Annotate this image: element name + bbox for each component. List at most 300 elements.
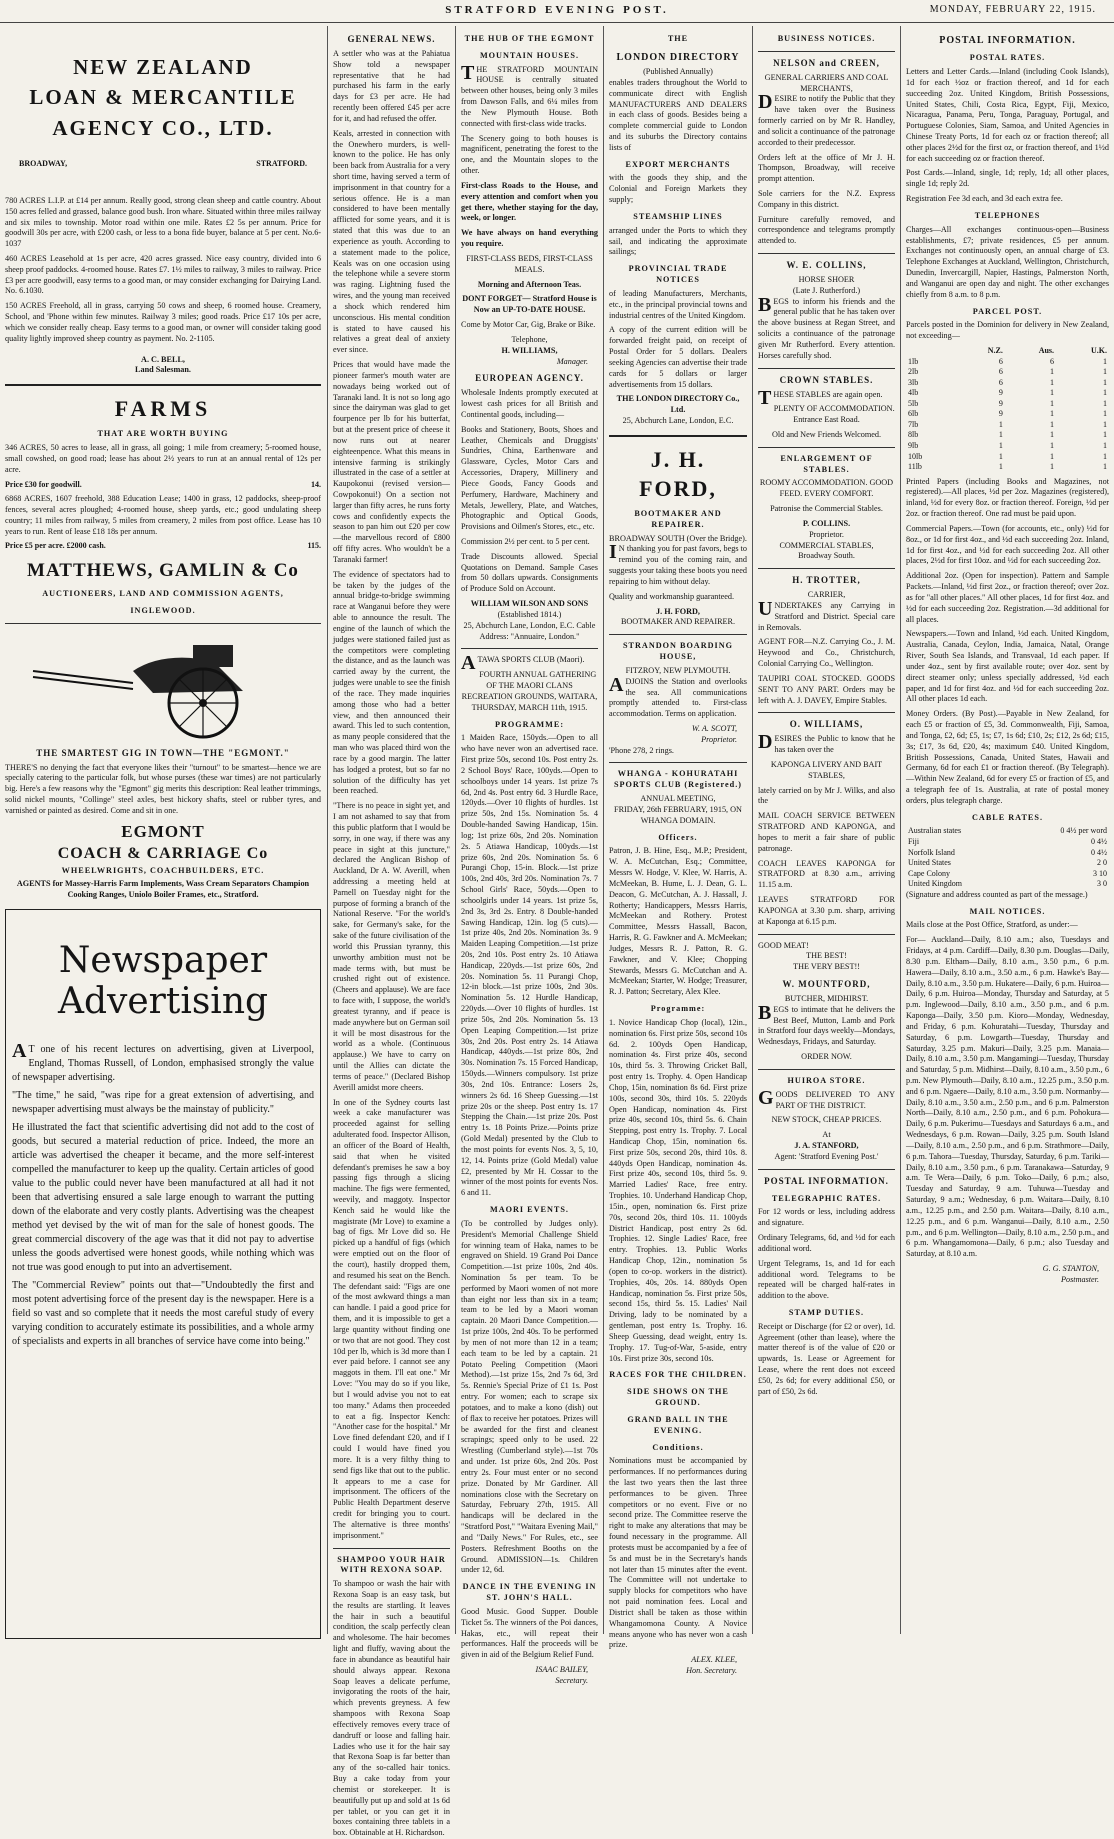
secretary-title: Secretary. bbox=[555, 1675, 588, 1685]
cable-cell: 3 10 bbox=[1093, 868, 1107, 878]
rates-cell: 6 bbox=[998, 356, 1003, 366]
rates-cell: 6lb bbox=[908, 409, 919, 419]
listing-number: 115. bbox=[307, 541, 321, 551]
advertising-article bbox=[12, 1039, 314, 1349]
trotter-name: H. TROTTER, bbox=[792, 575, 861, 586]
telegraphic-text: Ordinary Telegrams, 6d, and ½d for each additional word. bbox=[758, 1233, 895, 1253]
cable-rates-heading: CABLE RATES. bbox=[972, 812, 1043, 822]
farm-listing-1: 346 ACRES, 50 acres to lease, all in grass, all going; 1 mile from creamery; 5-roomed house, small cowshed, on good road; lease has about 2½ years to run at an annual rental of 12s per acre. bbox=[5, 443, 321, 474]
post-cards-text: Post Cards.—Inland, single, 1d; reply, 1d; all other places, single 1d; reply 2d. bbox=[906, 168, 1109, 189]
enlargement-text: Patronise the Commercial Stables. bbox=[770, 504, 883, 514]
grand-ball: GRAND BALL IN THE EVENING. bbox=[627, 1414, 729, 1435]
commercial-stables-address: Broadway South. bbox=[798, 551, 855, 561]
strandon-paragraph: ADJOINS the Station and overlooks the sea. All communications promptly attended to. First-class accommodation. Terms on application. bbox=[609, 673, 747, 719]
divider bbox=[609, 634, 747, 635]
cable-rates-body bbox=[906, 826, 1109, 889]
proprietor-title: Proprietor. bbox=[701, 734, 737, 744]
nz-loan-title bbox=[5, 52, 321, 143]
nz-loan-street: BROADWAY, bbox=[19, 159, 68, 169]
cable-rates-note: (Signature and address counted as part of the message.) bbox=[906, 889, 1088, 899]
good-meat-line: THE BEST! bbox=[806, 951, 847, 961]
rates-cell: 1 bbox=[1050, 398, 1055, 408]
divider bbox=[609, 762, 747, 763]
cable-rates-table bbox=[906, 826, 1109, 889]
jh-ford-paragraph: IN thanking you for past favors, begs to remind you of the coming rain, and suggests your taking these boots you need repairing to him without delay. bbox=[609, 541, 747, 586]
nelson-creen-paragraph: Furniture carefully removed, and correspondence and telegrams promptly attended to. bbox=[758, 214, 895, 246]
farms-title: FARMS bbox=[114, 396, 212, 422]
rates-cell: 1 bbox=[1103, 440, 1107, 450]
huiroa-store-text: GOODS DELIVERED TO ANY PART OF THE DISTRICT. bbox=[758, 1086, 895, 1110]
o-williams-paragraph: MAIL COACH SERVICE BETWEEN STRATFORD AND KAPONGA, and hopes to merit a fair share of public patronage. bbox=[758, 811, 895, 853]
land-listing-1 bbox=[5, 196, 321, 250]
whanga-meeting: ANNUAL MEETING, bbox=[640, 794, 716, 804]
cable-row bbox=[906, 826, 1109, 837]
printed-papers-text: Printed Papers (including Books and Magazines, not registered).—All places, ½d per 2oz. Magazines (registered), inland, ½d for every 8oz. or fraction thereof. Foreign, ½d per 2oz. or fraction thereof. One rad must be paid upon. bbox=[906, 476, 1109, 519]
listing-number: No.6-1037 bbox=[5, 228, 322, 249]
postal-information-heading: POSTAL INFORMATION. bbox=[939, 35, 1076, 46]
farm-2-price: Price £5 per acre. £2000 cash. bbox=[5, 541, 106, 551]
rates-cell: 9lb bbox=[908, 440, 919, 450]
rates-column-header: U.K. bbox=[1091, 346, 1107, 356]
hon-secretary-title: Hon. Secretary. bbox=[686, 1666, 737, 1676]
commercial-stables: COMMERCIAL STABLES, bbox=[779, 540, 874, 550]
newspapers-text: Newspapers.—Town and Inland, ½d each. United Kingdom, Australia, Canada, Ceylon, India, Jamaica, Natal, Orange River, South Sea Islands, and Transvaal, 1d each paper. If under 4oz., sent by first available route; over 4oz. sent by direct steamer only; unless specially addressed, ½d each paper, and 1d for first 4oz. and ½d for each succeeding 2oz. All other places 1d each. bbox=[906, 629, 1109, 704]
rates-row bbox=[906, 409, 1109, 420]
directory-subheading: PROVINCIAL TRADE NOTICES bbox=[628, 264, 728, 285]
strandon-location: FITZROY, NEW PLYMOUTH. bbox=[625, 665, 731, 675]
cable-cell: 0 4½ bbox=[1091, 847, 1107, 857]
rates-cell: 1 bbox=[1103, 430, 1107, 440]
postal-rates-heading: POSTAL RATES. bbox=[969, 53, 1046, 63]
cable-row bbox=[906, 869, 1109, 880]
rates-cell: 3lb bbox=[908, 377, 919, 387]
manager-title: Manager. bbox=[556, 356, 588, 366]
rates-cell: 5lb bbox=[908, 398, 919, 408]
cable-row bbox=[906, 858, 1109, 869]
rates-cell: 11lb bbox=[908, 462, 922, 472]
news-paragraph: In one of the Sydney courts last week a cake manufacturer was proceeded against for selling adulterated food. Inspector Allison, an officer of the Board of Health, said that when he visited defendant's premises he saw a boy passing figs through a slicing machine. The figs were fermented, weevily, and maggoty. Inspector Kench said he would like the magistrate (Mr Love) to examine a bag of figs. Mr Love did so. He picked up a handful of figs (which were emptied out on the floor of the court), hastily dropped them, and resumed his seat on the Bench. The defendant said: "Figs are one of the most awkward things a man can handle. I paid a good price for them, and it is impossible to get a large quantity without finding one or two that are not good. They cost 10d per lb, which is 3d more than I ever paid before. I cannot see any maggots in them. I'll eat one." Mr Love: "You may do so if you like, but I would advise you not to eat too many." Adams then proceeded to eat a fig. Inspector Kench: "Another case for the hospital." Mr Love fined defendant £20, and if I could I would have fined you more. It is a very filthy thing to send figs like that out to the public. It appears to me a case for imprisonment. The officers of the Public Health Department deserve credit for bringing you to court. The alternative is three months' imprisonment." bbox=[333, 1097, 450, 1540]
children-races: RACES FOR THE CHILDREN. bbox=[609, 1370, 747, 1380]
p-collins-name: P. COLLINS. bbox=[802, 518, 851, 528]
telephones-heading: TELEPHONES bbox=[974, 210, 1041, 220]
strandon-phone: 'Phone 278, 2 rings. bbox=[609, 745, 674, 755]
news-paragraph: Keals, arrested in connection with the Onewhero murders, is well-known to the police. He has only been back from Australia for a very short time, having served a term of imprisonment in that country for a serious offence. He is a man considered to have been mentally afflicted for some years, and it is stated that this was due to an experience as youth. According to a statement made to the police, Keals was on one occasion using the telephone while a severe storm was raging. Lightning fused the wires, and the young man received a shock which rendered him unconscious. His mental condition is stated to have caused his relatives a great deal of anxiety ever since. bbox=[333, 128, 450, 355]
directory-paragraph: A copy of the current edition will be forwarded freight paid, on receipt of Postal Order for 5 dollars. Dealers seeking Agencies can advertise their trade cards for 5 dollars or larger advertisements from 15 dollars. bbox=[609, 325, 747, 389]
telephone-label: Telephone, bbox=[511, 334, 548, 344]
rates-cell: 4lb bbox=[908, 388, 919, 398]
hon-secretary-name: ALEX. KLEE, bbox=[691, 1655, 737, 1665]
farm-1-price: Price £30 for goodwill. bbox=[5, 479, 82, 489]
rates-cell: 1 bbox=[1103, 398, 1107, 408]
farm-2-price-row bbox=[5, 541, 321, 552]
telegraphic-text: Urgent Telegrams, 1s, and 1d for each additional word. Telegrams to be repeated will be charged half-rates in addition to the above. bbox=[758, 1258, 895, 1301]
telegraphic-rates-heading: TELEGRAPHIC RATES. bbox=[771, 1193, 882, 1203]
nelson-creen-trade: GENERAL CARRIERS AND COAL MERCHANTS, bbox=[764, 72, 889, 93]
rates-cell: 1 bbox=[1103, 419, 1107, 429]
parcel-rates-table bbox=[906, 346, 1109, 473]
column-2 bbox=[328, 28, 455, 1838]
listing-number: No. 2-1105. bbox=[175, 333, 215, 343]
postmaster-name: G. G. STANTON, bbox=[1042, 1264, 1099, 1274]
directory-paragraph: enables traders throughout the World to communicate direct with English MANUFACTURERS AND DEALERS in each class of goods. Besides being a complete commercial guide to London and its suburbs the Directory contains lists of bbox=[609, 77, 747, 152]
matthews-gamlin-town: INGLEWOOD. bbox=[130, 605, 196, 615]
postal-rates-text: Letters and Letter Cards.—Inland (including Cook Islands), 1d for each ½oz or fraction thereof, and 1d for each succeeding 2oz. United Kingdom, British Possessions, United States, Chili, Costa Rica, Egypt, Fiji, Mexico, Nicaragua, Panama, Peru, Tonga, Paraguay, Portugal, and Portuguese Colonies, Siam, Samoa, and United Agencies in Chinese Treaty Ports, 1d for each oz or fraction thereof; all other places 2½d for the first oz, or fraction thereof, and 1½d for each succeeding oz or fraction thereof. bbox=[906, 67, 1109, 163]
divider bbox=[758, 253, 895, 254]
mail-notices-heading: MAIL NOTICES. bbox=[969, 906, 1046, 916]
cable-cell: 2 0 bbox=[1097, 858, 1107, 868]
jh-ford-name: J. H. FORD, bbox=[639, 446, 717, 501]
programme-events: 1 Maiden Race, 150yds.—Open to all who have never won an advertised race. First prize 50s, second 10s. Post entry 2s. 2 School Boys' Race, 100yds.—Open to schoolboys under 14 years. 1st prize 7s 6d, 2nd 4s. Post entry 6d. 3 Hurdle Race, 120yds.—Over 10 flights of hurdles. 1st prize 50s, 2nd 15s. Nomination 5s. 4 Double-handed Sawing Handicap, 15in. log; 1st prize 60s, 2nd 20s. Nomination 2s. 5 Atiawa Handicap, 100yds.—1st prize 60s, 2nd 20s. Nomination 5s. 6 Purangi Chop, 15-in. Block.—1st prize 100s, 2nd 40s, 3rd 20s. Nomination 7s. 7 School Girls' Race, 50yds.—Open to schoolgirls under 14 years. 1st prize 5s, 2nd 3s, 3rd 2s. Entry. 8 Double-handed Sawing Handicap, 12in. log (5 cuts).—1st prize 40s, 2nd 20s. Nomination 3s. 9 Maiden Leaping Competition.—1st prize 20s, 2nd 10s. Post entry 2s. 10 Atiawa Handicap, 220yds.—1st prize 60s, 2nd 20s. Nomination 5s. 11 Purangi Chop, 12-in block.—1st prize 100s, 2nd 30s. Nomination 5s. 12 Hurdle Handicap, 220yds.—Over 10 flights of hurdles. 1st prize 50s, 2nd 20s. Nomination 5s. 13 Open Leaping Competition.—1st prize 30s, 2nd 20s. Post entry 2s. 14 Atiawa Handicap, 440yds.—1st prize 80s, 2nd 30s. Nomination 7s. 15 Forced Handicap, 150yds.—Winners compulsory. 1st prize 30s, 2nd 10s. Entrance: Losers 2s, winners 2s 6d. 16 Sheep Guessing.—1st prize 20s or the sheep. Post entry 1s. 17 Stepping the Chain.—1st prize 20s. Post entry 1s. 18 Points Prize.—Points prize (Gold Medal) presented by the Club to the most points for events Nos. 3, 5, 10, 12, 14. Points prize (Gold Medal) value £2, presented by Mr H. Cossar to the winner of the most points for events Nos. 6 and 11. bbox=[461, 733, 598, 1198]
directory-subheading: STEAMSHIP LINES bbox=[633, 211, 723, 221]
cable-cell: Cape Colony bbox=[908, 868, 950, 878]
officers-heading: Officers. bbox=[658, 832, 698, 842]
trotter-paragraph: TAUPIRI COAL STOCKED. GOODS SENT TO ANY PART. Orders may be left with A. J. DAVEY, Empire Stables. bbox=[758, 673, 895, 705]
jh-ford-name-2: J. H. FORD, bbox=[656, 606, 700, 616]
divider bbox=[758, 368, 895, 369]
atiawa-gathering-details: FOURTH ANNUAL GATHERING OF THE MAORI CLANS RECREATION GROUNDS, WAITARA, THURSDAY, MARCH 11th, 1915. bbox=[461, 670, 598, 712]
agency-paragraph: Commission 2½ per cent. to 5 per cent. bbox=[461, 537, 590, 546]
proprietor-name: W. A. SCOTT, bbox=[691, 724, 737, 733]
rates-cell: 1 bbox=[998, 451, 1003, 461]
stamp-duties-text: Receipt or Discharge (for £2 or over), 1d. Agreement (other than lease), where the matter thereof is of the value of £20 or upwards, 1s. Lease or Agreement for Lease, where the rent does not exceed £50, 2s 6d; for every additional £50, or part of £50, 2s 6d. bbox=[758, 1321, 895, 1396]
news-paragraph: "There is no peace in sight yet, and I am not ashamed to say that from this public platform that I would be sorry, in one way, if there was any peace in sight at this juncture," declared the Anglican Bishop of Auckland, Dr A. W. Averill, when addressing a meeting held at Parnell on Tuesday night for the purpose of forming a branch of the National Reserve. "For the world's sake, for Germany's sake, for the sake of the future civilisation of the world this Prussian tyranny, this unworthy ambition must not be made terms with, but must be crushed right out of existence. (Cheers and applause). We are face to face with, I suppose, the world's greatest tyranny, and if peace is made anywhere but on German soil it will be most disastrous for the world as a whole. (Continuous applause.) We have to carry on until the Allies can dictate the terms of peace." (Declared Bishop Averill amidst more cheers. bbox=[333, 801, 450, 1092]
rates-cell: 1 bbox=[1050, 430, 1055, 440]
good-meat-line: GOOD MEAT! bbox=[758, 940, 809, 950]
stanford-agent: Agent: 'Stratford Evening Post.' bbox=[774, 1151, 879, 1161]
o-williams-paragraph: COACH LEAVES KAPONGA for STRATFORD at 8.30 a.m., arriving 11.15 a.m. bbox=[758, 858, 895, 890]
divider bbox=[758, 568, 895, 569]
rates-column-header: Aus. bbox=[1038, 346, 1055, 356]
wilson-sons-name: WILLIAM WILSON AND SONS bbox=[470, 599, 589, 609]
london-directory-title: LONDON DIRECTORY bbox=[616, 51, 740, 63]
divider bbox=[758, 934, 895, 935]
stanford-name: J. A. STANFORD, bbox=[794, 1141, 859, 1151]
listing-number: No. 6.1030. bbox=[5, 286, 44, 296]
mountain-house-paragraph: DONT FORGET— Stratford House is Now an UP-TO-DATE HOUSE. bbox=[462, 294, 597, 315]
rexona-paragraph: To shampoo or wash the hair with Rexona Soap is an easy task, but the results are startling. It leaves the hair in such a beautiful condition, the scalp perfectly clean and wholesome. The hair becomes light and fluffy, waving about the face in abundance as beautiful hair should always appear. Rexona Soap leaves a delicate perfume, invigorating the roots of the hair, which prevents greyness. A few shampoos with Rexona Soap effectively removes every trace of dandruff or loose and falling hair. Ladies who use it for the hair say that Rexona Soap is far better than any of the so-called hair tonics. Buy a cake today from your chemist or storekeeper. It is beautifully put up and sold at 1s 6d per tablet, or you can get it in boxes containing three tablets in a box. Obtainable at H. Richardson. bbox=[333, 1579, 450, 1838]
column-3 bbox=[456, 28, 603, 1685]
crown-stables-text: PLENTY OF ACCOMMODATION. Entrance East Road. bbox=[773, 404, 895, 425]
postmaster-title: Postmaster. bbox=[1061, 1274, 1099, 1284]
side-shows: SIDE SHOWS ON THE GROUND. bbox=[627, 1387, 729, 1408]
rates-cell: 6 bbox=[998, 377, 1003, 387]
wilson-sons-established: (Established 1814.) bbox=[497, 609, 562, 619]
o-williams-name: O. WILLIAMS, bbox=[789, 719, 864, 730]
column-1 bbox=[0, 28, 326, 1632]
london-directory-heading: THE bbox=[667, 34, 689, 43]
stamp-duties-heading: STAMP DUTIES. bbox=[788, 1308, 865, 1317]
nelson-creen-paragraph: Sole carriers for the N.Z. Express Company in this district. bbox=[758, 188, 895, 209]
parcel-post-text: Parcels posted in the Dominion for delivery in New Zealand, not exceeding— bbox=[906, 320, 1109, 341]
nz-loan-line-3: AGENCY CO., LTD. bbox=[52, 115, 274, 140]
divider bbox=[5, 384, 321, 386]
farm-listing-2: 6868 ACRES, 1607 freehold, 388 Education Lease; 1400 in grass, 12 paddocks, sheep-proof fences, several acres ploughed; 4-roomed house, sheep yards, etc.; good undulating sheep country; 11 miles from railway, 5 miles from creamery, 2 miles from post office. Lease has 10 years to run. Rent of lease £18 18s per annum. bbox=[5, 494, 321, 536]
cable-cell: 3 0 bbox=[1097, 879, 1107, 889]
collins-name: W. E. COLLINS, bbox=[786, 260, 867, 271]
rates-cell: 1lb bbox=[908, 356, 919, 366]
enlargement-heading: ENLARGEMENT OF STABLES. bbox=[780, 453, 873, 474]
divider bbox=[758, 712, 895, 713]
cable-cell: 0 4½ bbox=[1091, 837, 1107, 847]
nz-loan-line-2: LOAN & MERCANTILE bbox=[29, 85, 297, 110]
egmont-coach-name-2: COACH & CARRIAGE Co bbox=[57, 845, 269, 863]
dance-heading: DANCE IN THE EVENING IN ST. JOHN'S HALL. bbox=[462, 1582, 597, 1603]
rates-cell: 1 bbox=[1050, 367, 1055, 377]
mountain-house-heading: THE HUB OF THE EGMONT bbox=[464, 34, 595, 43]
o-williams-paragraph: KAPONGA LIVERY AND BAIT STABLES, bbox=[770, 759, 883, 780]
atiawa-club-name: ATAWA SPORTS CLUB (Maori). bbox=[461, 652, 585, 675]
mountain-house-paragraph: The Scenery going to both houses is magnificent, penetrating the forest to the one, and the Mountain slopes to the other. bbox=[461, 133, 598, 176]
rates-cell: 1 bbox=[1050, 409, 1055, 419]
london-directory-address: 25, Abchurch Lane, London, E.C. bbox=[622, 416, 734, 426]
agent-title: Land Salesman. bbox=[135, 365, 191, 375]
huiroa-at: At bbox=[822, 1130, 831, 1140]
rates-cell: 7lb bbox=[908, 419, 919, 429]
divider bbox=[461, 648, 598, 649]
jh-ford-trade: BOOTMAKER AND REPAIRER. bbox=[634, 508, 722, 529]
trotter-trade: CARRIER, bbox=[807, 590, 846, 600]
sample-packets-text: Additional 2oz. (Open for inspection). Pattern and Sample Packets.—Inland, ½d first 2oz., or fraction thereof; over 2oz. as for "all other places." All other places, 1d for first 4oz. and ½d for each succeeding 2oz. Registration.—3d additional for all places. bbox=[906, 571, 1109, 624]
mountain-house-paragraph: Morning and Afternoon Teas. bbox=[477, 279, 582, 289]
nz-loan-address bbox=[19, 159, 307, 170]
cable-row bbox=[906, 848, 1109, 859]
rates-cell: 1 bbox=[1103, 462, 1107, 472]
cable-cell: 0 4½ per word bbox=[1060, 826, 1107, 836]
divider bbox=[758, 1069, 895, 1070]
divider bbox=[609, 435, 747, 437]
mail-notices-list: For— Auckland—Daily, 8.10 a.m.; also, Tuesdays and Fridays, at 4 p.m. Cardiff—Daily, 8.30 p.m. Douglas—Daily, 8.30 p.m. Eltham—Daily, 8.10 a.m., 3.50 p.m., 6 p.m. Hawera—Daily, 8.10 a.m., 3.50 a.m., 6 p.m. Hawke's Bay—Daily, 8.10 a.m., 3.50 p.m. Hukatere—Daily, 6 p.m. Huiroa—Daily, 6 p.m. Huiroa—Monday, Thursday and Saturday, at 5 p.m. Inglewood—Daily, 8.10 a.m., 3.50 p.m., and 6 p.m. Kaponga—Daily, 3.50 p.m. Kioro—Monday, Wednesday, and Friday, 6 p.m. Kohuratahi—Tuesday, Thursday and Saturday, 6 p.m. Lowgarth—Tuesday, Thursday and Saturday, 3.25 p.m. Makuri—Daily, 3.25 p.m. Manaia—Daily, 8.10 a.m., 3.50 p.m. Mangamingi—Tuesday, Thursday and Saturday, 5 p.m. Midhirst—Daily, 8.10 a.m., 3.50 p.m., 6 p.m. New Plymouth—Daily, 8.10 a.m., 12.25 p.m., 3.50 p.m. and 6 p.m. Ngaere—Daily, 8.10 a.m., 3.50 p.m. Normanby—Daily, 8.10 a.m., 3.50 a.m., 2.50 p.m., and 6 p.m. Palmerston North—Daily, 8.10 a.m., 2.50 p.m., and 6 p.m. Pohokura—Daily, 6 p.m. Pukerimu—Tuesdays and Saturdays 6 a.m., and Wednesdays, 6 p.m. Rowan—Daily, 3.25 p.m. South Island—Daily, 8.10 a.m., 2.50 p.m., and 6 p.m. Strathmore—Daily, 6 p.m. Tahora—Tuesday, Thursday, Saturday, 6 p.m. Tariki—Daily, 8.10 a.m., 3.50 p.m., 6 p.m. Taranakawa—Saturday, 9 a.m. Te Wera—Daily, 6 p.m. Toko—Daily, 6 p.m.; also, Tuesday and Saturday, 9 a.m. Tuhuwa—Tuesday and Saturday, 9 a.m.; Wednesday, 6 p.m. Waitara—Daily, 8.10 a.m., 12.25 p.m., and 2.50 p.m. Waitara—Daily, 8.10 a.m., 12.25 p.m., and 6 p.m. Wanganui—Daily, 8.10 a.m., 2.50 p.m., and 6 p.m. Wellington—Daily, 8.10 a.m., 2.50 p.m., and 6 p.m. Whangamomona—Daily, 6 p.m.; also Tuesday and Saturday, at 8.10 a.m. bbox=[906, 935, 1109, 1259]
london-directory-company: THE LONDON DIRECTORY Co., Ltd. bbox=[616, 394, 740, 415]
programme-heading: PROGRAMME: bbox=[494, 719, 565, 729]
mountain-house-paragraph: FIRST-CLASS BEDS, FIRST-CLASS MEALS. bbox=[466, 253, 593, 274]
nz-loan-line-1: NEW ZEALAND bbox=[73, 55, 253, 79]
column-6 bbox=[901, 28, 1114, 1632]
rates-cell: 1 bbox=[998, 462, 1003, 472]
cable-cell: Fiji bbox=[908, 837, 920, 847]
mountford-name: W. MOUNTFORD, bbox=[782, 979, 871, 990]
advertising-paragraph: "The time," he said, "was ripe for a great extension of advertising, and newspaper advertising must always be the mainstay of publicity." bbox=[12, 1089, 314, 1115]
farm-1-price-row bbox=[5, 480, 321, 491]
land-listing-3-text: 150 ACRES Freehold, all in grass, carrying 50 cows and sheep, 6 roomed house. Creamery, School, and 'Phone within few minutes. Railway 3 miles; good roads. Price £17 10s per acre, which we consider really cheap. Easy terms to a good man, or owner will consider taking good quality lightly improved sheep country as payment. bbox=[5, 301, 321, 343]
rates-cell: 1 bbox=[1103, 367, 1107, 377]
rates-row bbox=[906, 378, 1109, 389]
column-5 bbox=[753, 28, 900, 1632]
rates-cell: 1 bbox=[1103, 377, 1107, 387]
wilson-sons-address: 25, Abchurch Lane, London, E.C. Cable Address: "Annuaire, London." bbox=[463, 620, 596, 641]
nz-loan-town: STRATFORD. bbox=[256, 159, 307, 169]
advertising-title-line-1: Newspaper bbox=[58, 939, 268, 981]
huiroa-store-text: NEW STOCK, CHEAP PRICES. bbox=[771, 1115, 882, 1125]
rates-cell: 8lb bbox=[908, 430, 919, 440]
parcel-rates-body bbox=[906, 357, 1109, 473]
gig-advert-text: THERE'S no denying the fact that everyone likes their "turnout" to be smartest—hence we are specially catering to the particular folk, but whose purses (these war times) are not particularly big. Here's a few reasons why the "Egmont" gig merits this description: Real leather trimmings, solid nickel mounts, "Collinge" steel axles, best hickory shafts, steel or rubber tyres, and varnished or painted as desired. Come and sit in one. bbox=[5, 762, 321, 815]
nelson-creen-paragraph: DESIRE to notify the Public that they have taken over the Business formerly carried on by Mr R. Handley, and solicit a continuance of the patronage accorded to their predecessor. bbox=[758, 91, 895, 147]
conditions-text: Nominations must be accompanied by performances. If no performances during the last two years then the last three performances to be given. Three competitors or no event. Five or no second prize. The Committee reserve the right to make any alterations that may be found necessary in the programme. All protests must be accompanied by a fee of 5s and must be in the Secretary's hands not later than 15 minutes after the event. The Committee will not undertake to supply blocks for competitors who have not paid nomination fees. Local and District shall be taken as those within Whangamomona County. A Novice means anyone who has never won a cash prize. bbox=[609, 1456, 747, 1650]
rates-cell: 1 bbox=[1103, 451, 1107, 461]
land-listing-3 bbox=[5, 301, 321, 344]
registration-text: Registration Fee 3d each, and 3d each extra fee. bbox=[906, 194, 1063, 204]
egmont-trades: WHEELWRIGHTS, COACHBUILDERS, ETC. bbox=[61, 866, 265, 876]
rates-row bbox=[906, 388, 1109, 399]
o-williams-paragraph: DESIRES the Public to know that he has taken over the bbox=[758, 731, 895, 755]
cable-row bbox=[906, 837, 1109, 848]
european-agency-heading: EUROPEAN AGENCY. bbox=[475, 373, 584, 384]
jh-ford-trade-2: BOOTMAKER AND REPAIRER. bbox=[620, 617, 736, 627]
huiroa-store-heading: HUIROA STORE. bbox=[787, 1075, 866, 1085]
egmont-agents: AGENTS for Massey-Harris Farm Implements, Wass Cream Separators Champion Cooking Ranges, Uniolo Boiler Frames, etc., Stratford. bbox=[16, 879, 310, 899]
land-listing-2-text: 460 ACRES Leasehold at 1s per acre, 420 acres grassed. Nice easy country, divided into 6 sheep proof paddocks. 4-roomed house. Rates £7. 1½ miles to railway, 3 miles to railway. Price £3 per acre goodwill, easy terms to a good man, or may consider exchanging for Dairying Land. bbox=[5, 254, 321, 285]
rates-cell: 1 bbox=[1050, 451, 1055, 461]
rates-cell: 1 bbox=[998, 430, 1003, 440]
issue-date: MONDAY, FEBRUARY 22, 1915. bbox=[929, 4, 1096, 15]
rates-row bbox=[906, 452, 1109, 463]
listing-number: 14. bbox=[311, 479, 321, 489]
p-collins-title: Proprietor. bbox=[809, 529, 844, 539]
collins-paragraph: BEGS to inform his friends and the general public that he has taken over the above business at Regan Street, and solicits a continuance of the patronage given Mr Rutherford. Every attention. Horses carefully shod. bbox=[758, 293, 895, 360]
advertising-title-line-2: Advertising bbox=[57, 981, 269, 1023]
rates-cell: 1 bbox=[1050, 440, 1055, 450]
o-williams-paragraph: lately carried on by Mr J. Wilks, and also the bbox=[758, 785, 895, 806]
mountain-house-paragraph: Come by Motor Car, Gig, Brake or Bike. bbox=[461, 320, 596, 330]
mountain-house-paragraph: THE STRATFORD MOUNTAIN HOUSE is centrally situated between other houses, being only 3 miles from Dawson Falls, and 6¼ miles from the New Plymouth House. Both connected with first-class wide tracks. bbox=[461, 61, 598, 128]
commercial-papers-text: Commercial Papers.—Town (for accounts, etc., only) ½d for 8oz., or 1d for first 4oz., and ½d each succeeding 2oz. Inland, 1d for first 4oz., and ½d for each succeeding 2oz. All other places, 2½d for first 10oz. and ½d for each succeeding 2oz. bbox=[906, 523, 1109, 566]
maori-events-text: (To be controlled by Judges only). President's Memorial Challenge Shield for winning team of Haka, names to be engraved on Shield. 19 Grand Poi Dance Competition.—1st prize 100s, 2nd 40s. Nomination 5s per team. To be performed by Maori women of not more than eight nor less than six in a team; team to be led by a Maori woman captain. 20 Maori Dance Competition.—1st prize 100s, 2nd 40s. To be performed by men of not more than 12 in a team; each team to be led by a captain. 21 Potato Peeling Competition (Maori Method).—1st prize 15s, 2nd 7s 6d, 3rd 5s. Rennie's Special Prize of £1 1s. Post entry. For women; each to scrape six potatoes, and to make a kono (dish) out of flax to receive her potatoes. Prizes will be awarded for the first and cleanest scrapings; speed only to be used. 22 Wrestling (Cumberland style).—1st 70s and under. 1st prize 60s, 2nd 20s. Post entry 2s. Four must enter or no second prize. Donated by Mr Gardiner. All nominations close with the Secretary on Saturday, February 27th, 1915. All handicaps will be declared in the "Stratford Post," "Waitara Evening Mail," and "Daily News." For Rules, etc., see Posters. Refreshment Booths on the Ground. ADMISSION—1s. Children under 12, 6d. bbox=[461, 1218, 598, 1575]
agency-goods-list: Books and Stationery, Boots, Shoes and Leather, Chemicals and Druggists' Sundries, China, Earthenware and Glassware, Cycles, Motor Cars and Accessories, Drapery, Millinery and Piece Goods, Fancy Goods and Perfumery, Hardware, Machinery and Metals, Jewellery, Plate, and Watches, Photographic and Optical Goods, Provisions and Oilmen's Stores, etc., etc. bbox=[461, 424, 598, 532]
gig-caption: THE SMARTEST GIG IN TOWN—THE "EGMONT." bbox=[36, 747, 290, 758]
good-meat-line: THE VERY BEST!! bbox=[793, 962, 860, 972]
directory-paragraph: with the goods they ship, and the Colonial and Foreign Markets they supply; bbox=[609, 173, 747, 205]
rates-cell: 1 bbox=[1103, 356, 1107, 366]
rates-row bbox=[906, 441, 1109, 452]
rates-cell: 9 bbox=[998, 398, 1003, 408]
rates-cell: 1 bbox=[1103, 388, 1107, 398]
mail-notices-intro: Mails close at the Post Office, Stratford, as under:— bbox=[906, 920, 1078, 930]
whanga-club-heading: WHANGA - KOHURATAHI SPORTS CLUB (Registered.) bbox=[613, 769, 743, 790]
order-now: ORDER NOW. bbox=[801, 1052, 852, 1062]
divider bbox=[758, 447, 895, 448]
rates-cell: 1 bbox=[1050, 462, 1055, 472]
crown-stables-text: Old and New Friends Welcomed. bbox=[771, 429, 881, 439]
rexona-heading: SHAMPOO YOUR HAIR WITH REXONA SOAP. bbox=[337, 1554, 446, 1575]
business-notices-heading: BUSINESS NOTICES. bbox=[777, 34, 876, 43]
rates-row bbox=[906, 462, 1109, 473]
trotter-paragraph: AGENT FOR—N.Z. Carrying Co., J. M. Heywood and Co., Christchurch, Colonial Carrying Co., Wellington. bbox=[758, 637, 895, 669]
mountford-paragraph: BEGS to intimate that he delivers the Best Beef, Mutton, Lamb and Pork in Stratford four days weekly—Mondays, Wednesdays, Fridays, and Saturday. bbox=[758, 1001, 895, 1047]
mountain-house-paragraph: We have always on hand everything you require. bbox=[461, 228, 598, 249]
cable-row bbox=[906, 879, 1109, 890]
trotter-paragraph: UNDERTAKES any Carrying in Stratford and District. Special care in Removals. bbox=[758, 597, 895, 632]
divider bbox=[333, 1548, 450, 1549]
agency-paragraph: Trade Discounts allowed. Special Quotations on Demand. Sample Cases from 50 dollars upwards. Consignments of Produce Sold on Account. bbox=[461, 551, 598, 594]
rates-cell: 1 bbox=[1050, 388, 1055, 398]
rates-cell: 9 bbox=[998, 409, 1003, 419]
news-paragraph: Prices that would have made the pioneer farmer's mouth water are nowadays being worked out of Taranaki land. It is not so long ago since the dairyman was glad to get fourpence per lb for his butterfat, but at the present price of cheese it now runs out at nearer eighteenpence. What this means in intensive farming is strikingly illustrated in the case of a settler at Kaupokonui (revised version—Cowpokonui!) On a section not larger than fifty acres, he runs forty cows and confidently expects the season to pan him out £20 per cow—the marvellous record of £800 off fifty acres. Who wouldn't be a Taranaki farmer! bbox=[333, 360, 450, 564]
divider bbox=[758, 1169, 895, 1170]
manager-name: H. WILLIAMS, bbox=[501, 345, 558, 355]
newspaper-advertising-box bbox=[5, 909, 321, 1639]
dance-text: Good Music. Good Supper. Double Ticket 5s. The winners of the Poi dances, Hakas, etc., will repeat their performances. Half the proceeds will be given in aid of the Belgium Relief Fund. bbox=[461, 1606, 598, 1660]
collins-trade: HORSE SHOER bbox=[798, 275, 855, 284]
nelson-creen-paragraph: Orders left at the office of Mr J. H. Thompson, Broadway, will receive prompt attention. bbox=[758, 152, 895, 184]
news-paragraph: A settler who was at the Pahiatua Show told a newspaper representative that he had purchased his farm in the early days for £3 per acre. He had recently been offered £45 per acre for it, and had refused the offer. bbox=[333, 48, 450, 123]
strandon-heading: STRANDON BOARDING HOUSE, bbox=[622, 641, 734, 662]
jh-ford-address: BROADWAY SOUTH (Over the Bridge). bbox=[609, 533, 747, 543]
directory-paragraph: arranged under the Ports to which they sail, and indicating the approximate sailings; bbox=[609, 225, 747, 257]
matthews-gamlin-name: MATTHEWS, GAMLIN & Co bbox=[27, 560, 299, 582]
rates-column-header: N.Z. bbox=[987, 346, 1003, 356]
cable-cell: United States bbox=[908, 858, 951, 868]
rates-row bbox=[906, 430, 1109, 441]
money-orders-text: Money Orders. (By Post).—Payable in New Zealand, for each £5 or fraction of £5, 3d. Commonwealth, Fiji, Samoa, and Tonga, £2, 6d; £5, 1s; £7, 1s 6d; £10, 2s; £12, 2s 6d; £15, 3s; £17, 3s 6d, £20, 4s; maximum £40. United Kingdom, British Possessions, Canada, United States, Hawaii and Germany, 6d for each £1 or fraction thereof. (By Telegraph).—Within New Zealand, 6d for every £5 or fraction of £5, and a telegraph fee of 1s. Australia, at rate of postal money orders, plus telegraph charge. bbox=[906, 709, 1109, 805]
rates-cell: 2lb bbox=[908, 367, 919, 377]
maori-events-heading: MAORI EVENTS. bbox=[490, 1205, 569, 1215]
rates-row bbox=[906, 399, 1109, 410]
telephones-text: Charges—All exchanges continuous-open—Business establishments, £7; private residences, £5 per annum. Exchanges not continuously open, an annual charge of £3. Telephone Exchanges at Auckland, Wellington, Christchurch, Dunedin, Invercargill, Napier, Hastings, Palmerston North, and Wanganui are open day and night. The other exchanges chiefly from 8 a.m. to 8 p.m. bbox=[906, 224, 1109, 299]
general-news-heading: GENERAL NEWS. bbox=[347, 34, 436, 44]
rates-cell: 1 bbox=[1050, 419, 1055, 429]
rates-cell: 9 bbox=[998, 388, 1003, 398]
mountford-trade: BUTCHER, MIDHIRST. bbox=[784, 993, 869, 1003]
egmont-coach-name: EGMONT bbox=[121, 821, 205, 841]
rates-cell: 10lb bbox=[908, 451, 923, 461]
rates-row bbox=[906, 367, 1109, 378]
land-listing-1-text: 780 ACRES L.I.P. at £14 per annum. Really good, strong clean sheep and cattle country. About 150 acres felled and grassed, balance good bush. Iron whare. Situated within three miles railway and six miles to township. Motor road within one mile. Rates £2 5s per annum. Price for goodwill 30s per acre, with £200 cash, or less to a bona fide buyer, balance at 5 per cent. bbox=[5, 195, 321, 238]
whanga-date: FRIDAY, 26th FEBRUARY, 1915, ON WHANGA DOMAIN. bbox=[614, 804, 742, 825]
crown-stables-text: THESE STABLES are again open. bbox=[758, 386, 883, 409]
crown-stables-heading: CROWN STABLES. bbox=[779, 374, 874, 385]
secretary-name: ISAAC BAILEY, bbox=[535, 1664, 588, 1674]
cable-cell: Australian states bbox=[908, 826, 962, 836]
mountain-house-paragraph: First-class Roads to the House, and every attention and comfort when you get there, whether staying for the day, week, or longer. bbox=[461, 180, 598, 223]
nelson-creen-name: NELSON and CREEN, bbox=[773, 57, 880, 68]
newspaper-title: STRATFORD EVENING POST. bbox=[445, 4, 669, 16]
matthews-gamlin-subtitle: AUCTIONEERS, LAND AND COMMISSION AGENTS, bbox=[42, 589, 284, 599]
farms-subtitle: THAT ARE WORTH BUYING bbox=[97, 429, 229, 439]
rates-row bbox=[906, 357, 1109, 368]
agent-name: A. C. BELL, bbox=[141, 354, 185, 364]
jh-ford-paragraph: Quality and workmanship guaranteed. bbox=[609, 591, 735, 601]
gig-carriage-illustration bbox=[13, 630, 313, 742]
officers-list: Patron, J. B. Hine, Esq., M.P.; President, W. A. McCutchan, Esq.; Committee, Messrs W. Hodge, V. Klee, W. Harris, A. McMeekan, B. Hume, L. J. Dean, G. L. Deacon, G. McCutchan, A. J. Hassall, J. Rotherty; Handicappers, Messrs Harris, McMeekan and Rothery. Protest Committee, Messrs Hassall, Bacon, Harris, R. G. Fawkner and A. McMeekan; Judges, Messrs R. J. Patton, R. G. Fawkner, and V. Klee; Chopping Stewards, Messrs G. McCutchan and A. McMeekan; Starter, W. Hodge; Treasurer, R. J. Patton; Secretary, Alex Klee. bbox=[609, 846, 747, 997]
rates-cell: 1 bbox=[1103, 409, 1107, 419]
rates-row bbox=[906, 420, 1109, 431]
rates-cell: 6 bbox=[1050, 356, 1055, 366]
rates-cell: 1 bbox=[1050, 377, 1055, 387]
advertising-paragraph: AT one of his recent lectures on advertising, given at Liverpool, England, Thomas Russell, of London, emphasised strongly the value of newspaper advertising. bbox=[12, 1039, 314, 1083]
telegraphic-text: For 12 words or less, including address and signature. bbox=[758, 1207, 895, 1228]
whanga-programme: 1. Novice Handicap Chop (local), 12in., nomination 6s. First prize 50s, second 10s 6d. 2. 100yds Open Handicap, nomination 4s. First prize 40s, second 10s, third 5s. 3. Throwing Cricket Ball, post entry 1s. Trophy. 4. Open Handicap Chop, 15in, nomination 8s 6d. First prize 100s, second 30s, third 10s. 5. 220yds Open Handicap, nomination 4s. First prize 40s, second 10s, third 5s. 6. Chain Stepping, post entry 1s. Trophy. 7. Local Handicap Chop, 15in, nomination 6s. First prize 50s, second 20s, third 10s. 8. 440yds Open Handicap, nomination 4s. First prize 40s, second 10s, third 5s. 9. Married Ladies' Race, free entry. Trophies. 10. Underhand Handicap Chop, 15in., open, nomination 6s. First prize 70s, second 20s, third 10s. 11. 100yds District Handicap, post entry 2s 6d. Trophies. 12. Single Ladies' Race, free entry. Trophies. 13. Public Works Handicap Chop, 12in., nomination 5s (open to co-op. workers in the district). Trophies, 40s, 20s. 14. 880yds Open Handicap, nomination 5s. First prize 50s, second 15s, third 5s. 15. Ladies' Nail Driving, lady to be nominated by a gentleman, post entry 1s. Trophy. 16. Sheep Guessing, dead weight, entry 1s. Trophy. 17. Tug-of-War, 5-aside, entry 10s. First prize 30s, second 10s. bbox=[609, 1017, 747, 1363]
cable-cell: Norfolk Island bbox=[908, 847, 955, 857]
directory-subheading: EXPORT MERCHANTS bbox=[625, 159, 731, 169]
rates-column-header bbox=[906, 346, 954, 357]
enlargement-text: ROOMY ACCOMMODATION. GOOD FEED. EVERY COMFORT. bbox=[759, 478, 894, 499]
divider bbox=[5, 623, 321, 624]
o-williams-paragraph: LEAVES STRATFORD FOR KAPONGA at 3.30 p.m. sharp, arriving at Kaponga at 6.15 p.m. bbox=[758, 895, 895, 926]
whanga-programme-heading: Programme: bbox=[650, 1004, 706, 1014]
agency-paragraph: Wholesale Indents promptly executed at lowest cash prices for all British and Continental goods, including— bbox=[461, 388, 598, 419]
mountain-house-heading-2: MOUNTAIN HOUSES. bbox=[479, 50, 580, 60]
advertising-title bbox=[12, 940, 314, 1023]
rates-cell: 6 bbox=[998, 367, 1003, 377]
parcel-post-heading: PARCEL POST. bbox=[972, 306, 1043, 316]
advertising-paragraph: The "Commercial Review" points out that—"Undoubtedly the first and most potent advertising force of the present day is the newspaper. Here is a field so vast and so complete that it needs the most careful study of every varying condition to accurately estimate its possibilities, and a whole army of specialists and experts in all branches of service have come into being." bbox=[12, 1279, 314, 1347]
news-paragraph: The evidence of spectators had to be taken by the judges of the annual bridge-to-bridge swimming race at Wanganui before they were able to announce the result. The engine of the launch of which the judges were stationed failed just as the competitors were completing the distance, and as the launch was carried away by the current, the judges were unable to see the finish of the race. They made inquiries among those who had a better view, and then announced their award. This led to such contention, as many people considered that the man who was placed third won the race by a good margin. The latter has lodged a protest, but so far no solution of the difficulty has yet been reached. bbox=[333, 569, 450, 796]
advertising-paragraph: He illustrated the fact that scientific advertising did not add to the cost of goods, but secured a material reduction of price. Indeed, the more an article was advertised the cheaper it became, and the more self-interest compelled the manufacturer to keep up the quality. Certain articles of good value to the public could never have been manufactured at all had it not been that advertising ensured a sale large enough to warrant the putting down of the elaborate and very costly plants. Advertising was the cheapest method yet devised by the wit of man for the sale of honest goods. The great commercial discovery of the age was that it did not pay to advertise unless the goods advertised were honest goods, while nothing which was not true was good enough to put into an advertisement. bbox=[12, 1121, 314, 1273]
rates-cell: 1 bbox=[998, 419, 1003, 429]
collins-late: (Late J. Rutherford.) bbox=[792, 285, 861, 295]
postal-information-heading: POSTAL INFORMATION. bbox=[764, 1175, 889, 1186]
cable-cell: United Kingdom bbox=[908, 879, 962, 889]
